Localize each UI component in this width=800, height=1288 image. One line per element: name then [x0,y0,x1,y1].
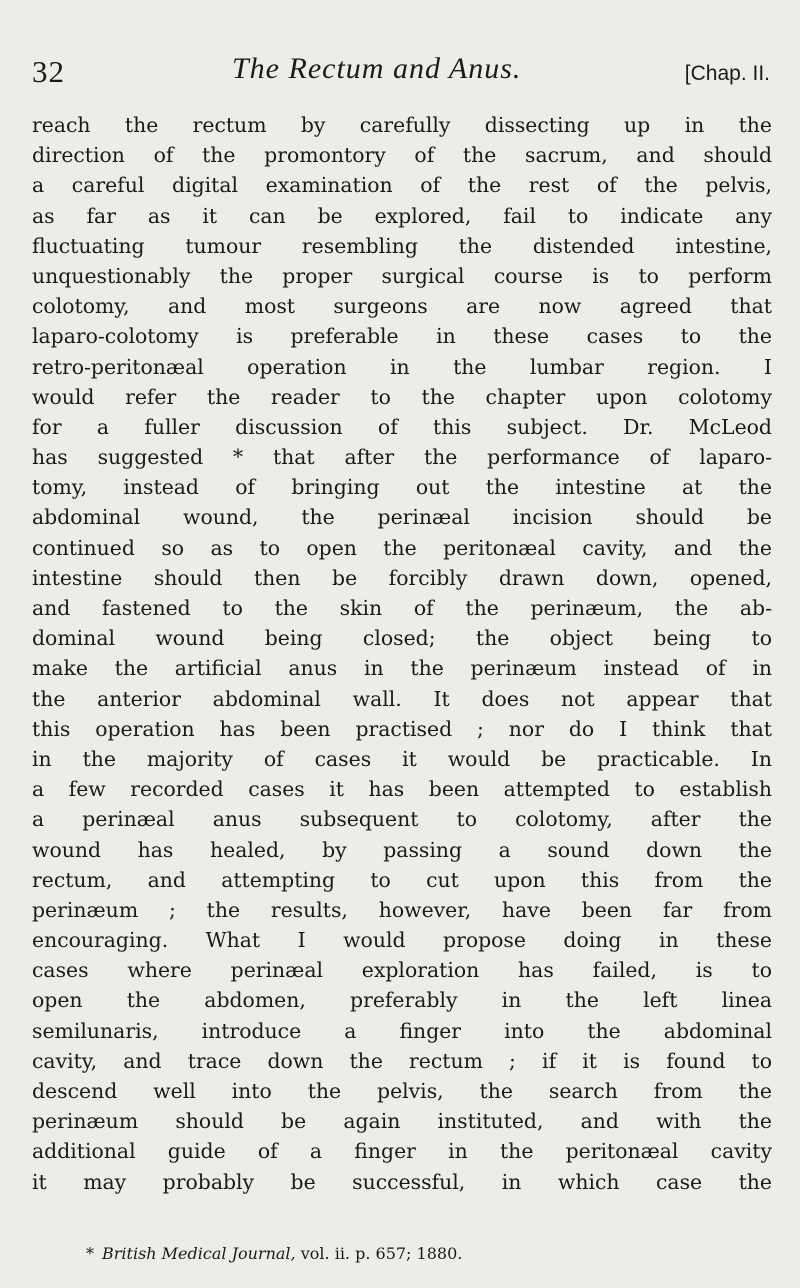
text-line: retro-peritonæal operation in the lumbar region. I [32,354,772,379]
text-line: the anterior abdominal wall. It does not appear that [32,686,772,711]
text-line: make the artificial anus in the perinæum instead of in [32,656,772,681]
text-line: perinæum should be again instituted, and with the [32,1109,772,1134]
text-line: in the majority of cases it would be practicable. In [32,746,772,771]
text-line: it may probably be successful, in which case the [32,1169,772,1194]
footnote-journal: British Medical Journal, [102,1244,296,1263]
text-line: direction of the promontory of the sacrum, and should [32,143,772,168]
text-line: a careful digital examination of the rest of the pelvis, [32,173,772,198]
page-header [32,52,772,98]
text-line: reach the rectum by carefully dissecting up in the [32,113,772,137]
text-line: additional guide of a finger in the peritonæal cavity [32,1139,772,1164]
text-line: semilunaris, introduce a finger into the abdominal [32,1018,772,1043]
text-line: dominal wound being closed; the object being to [32,626,772,651]
text-line: descend well into the pelvis, the search from the [32,1079,772,1103]
text-line: encouraging. What I would propose doing in these [32,928,772,953]
text-line: laparo-colotomy is preferable in these cases to the [32,324,772,349]
chapter-reference: [Chap. II. [684,62,770,85]
text-line: has suggested * that after the performance of laparo- [32,445,772,470]
text-line: rectum, and attempting to cut upon this from the [32,867,772,892]
footnote-citation: vol. ii. p. 657; 1880. [300,1244,463,1263]
text-line: cases where perinæal exploration has failed, is to [32,958,772,983]
text-line: wound has healed, by passing a sound down the [32,837,772,862]
text-line: for a fuller discussion of this subject. Dr. McLeod [32,414,772,439]
text-line: continued so as to open the peritonæal cavity, and the [32,535,772,560]
page-number: 32 [32,54,65,89]
text-line: fluctuating tumour resembling the distended intestine, [32,233,772,258]
text-line: a perinæal anus subsequent to colotomy, after the [32,807,772,832]
text-line: open the abdomen, preferably in the left linea [32,988,772,1013]
text-line: as far as it can be explored, fail to indicate any [32,203,772,228]
text-line: unquestionably the proper surgical course is to perform [32,263,772,288]
footnote [86,1243,766,1265]
text-line: and fastened to the skin of the perinæum, the ab- [32,596,772,620]
text-line: a few recorded cases it has been attempted to establish [32,777,772,802]
body-text [32,110,772,1197]
text-line: colotomy, and most surgeons are now agreed that [32,294,772,319]
text-line: would refer the reader to the chapter upon colotomy [32,384,772,409]
text-line: perinæum ; the results, however, have been far from [32,897,772,922]
footnote-mark: * [86,1244,94,1263]
text-line: tomy, instead of bringing out the intestine at the [32,475,772,500]
text-line: cavity, and trace down the rectum ; if it is found to [32,1048,772,1073]
running-title: The Rectum and Anus. [232,52,522,85]
text-line: abdominal wound, the perinæal incision should be [32,505,772,530]
text-line: this operation has been practised ; nor do I think that [32,716,772,741]
text-line: intestine should then be forcibly drawn down, opened, [32,565,772,590]
